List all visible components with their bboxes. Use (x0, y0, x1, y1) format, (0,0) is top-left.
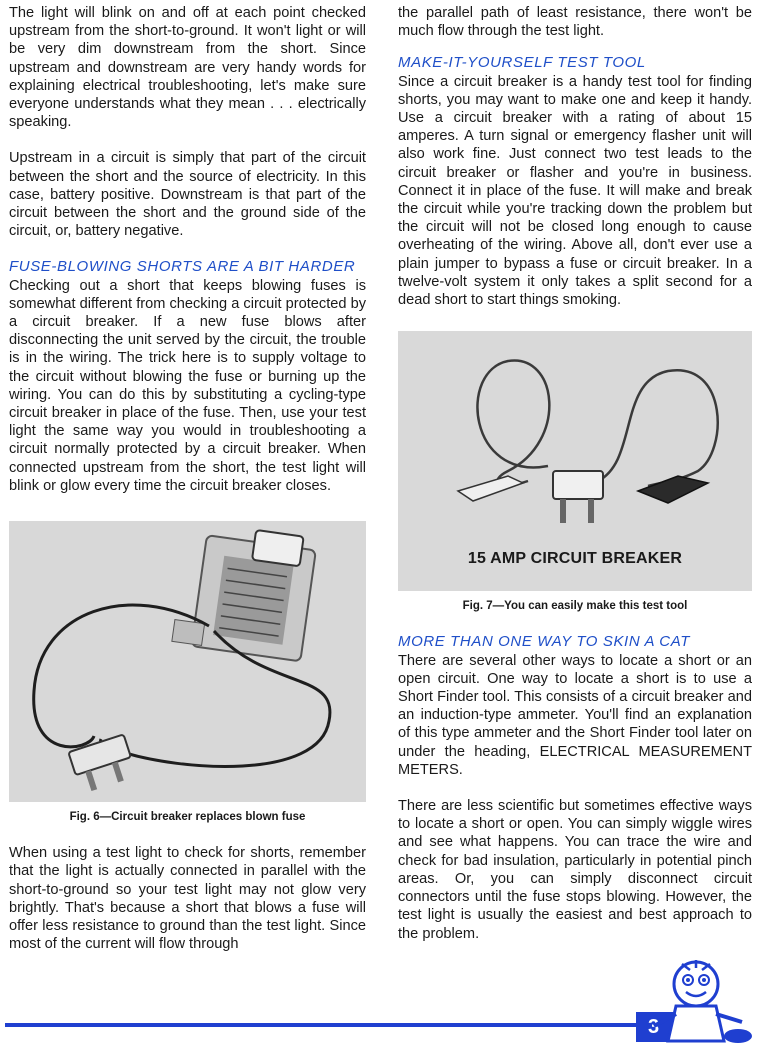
paragraph: There are less scientific but sometimes effective ways to locate a short or open. You can simply wiggle wires and see what happens. You can trace the wire and check for bad insulation, particularly in potential pinch areas. Or, you can simply disconnect circuit connectors until the fuse stops blowing. However, the test light is usually the easiest and best approach to the problem. (398, 798, 752, 942)
section-heading: MORE THAN ONE WAY TO SKIN A CAT (398, 633, 690, 651)
paragraph: When using a test light to check for shorts, remember that the light is actually connected in parallel with the short-to-ground so your test light may not glow very brightly. That's because a short that blows a fuse will offer less resistance to ground than the test light. Since most of the current will flow through (9, 845, 366, 953)
paragraph: Since a circuit breaker is a handy test tool for finding shorts, you may want to make one and keep it handy. Use a circuit breaker with a rating of about 15 amperes. A turn signal or emergency flasher unit will also work fine. Just connect two test leads to the circuit breaker or flasher and you're in business. Connect it in place of the fuse. It will make and break the circuit while you're tracking down the problem but the circuit will not be closed long enough to cause overheating of the wiring. Above all, don't ever use a plain jumper to bypass a fuse or circuit breaker. In a twelve-volt system it only takes a split second for a dead short to start things smoking. (398, 73, 752, 309)
mascot-icon (646, 956, 756, 1049)
paragraph: Checking out a short that keeps blowing fuses is somewhat different from checking a circuit protected by a circuit breaker. If a new fuse blows after disconnecting the unit served by the circuit, the trouble is in the wiring. The trick here is to supply voltage to the circuit without blowing the fuse or burning up the wiring. You can do this by substituting a cycling-type circuit breaker in place of the fuse. Then, use your test light the same way you would in troubleshooting a circuit normally protected by a circuit breaker. When connected upstream from the short, the test light will blink or glow every time the circuit breaker closes. (9, 277, 366, 494)
left-column (9, 4, 366, 954)
figure-6-photo (9, 521, 366, 802)
section-heading: MAKE-IT-YOURSELF TEST TOOL (398, 54, 646, 72)
page-number: 3 (636, 1012, 684, 1042)
paragraph: There are several other ways to locate a short or an open circuit. One way to locate a short is to use a Short Finder tool. This consists of a circuit breaker and an induction-type ammeter. You'll find an explanation of this type ammeter and the Short Finder tool later on under the heading, ELECTRICAL MEASUREMENT METERS. (398, 652, 752, 778)
paragraph: Upstream in a circuit is simply that part of the circuit between the short and the source of electricity. In this case, battery positive. Downstream is that part of the circuit between the short and the ground side of the circuit, or, battery negative. (9, 150, 366, 240)
figure-6-caption: Fig. 6—Circuit breaker replaces blown fuse (69, 811, 306, 824)
figure-7-caption: Fig. 7—You can easily make this test tool (462, 600, 688, 613)
figure-7-photo (398, 331, 752, 591)
section-heading: FUSE-BLOWING SHORTS ARE A BIT HARDER (9, 258, 356, 276)
right-column (398, 4, 752, 943)
paragraph: the parallel path of least resistance, there won't be much flow through the test light. (398, 5, 752, 40)
footer-rule (5, 1023, 636, 1027)
paragraph: The light will blink on and off at each point checked upstream from the short-to-ground. It won't light or will be very dim downstream from the short. Since upstream and downstream are very handy words for explaining electrical troubleshooting, let's make sure everyone understands what they mean . . . electrically speaking. (9, 5, 366, 131)
figure-7-label: 15 AMP CIRCUIT BREAKER (467, 550, 683, 568)
